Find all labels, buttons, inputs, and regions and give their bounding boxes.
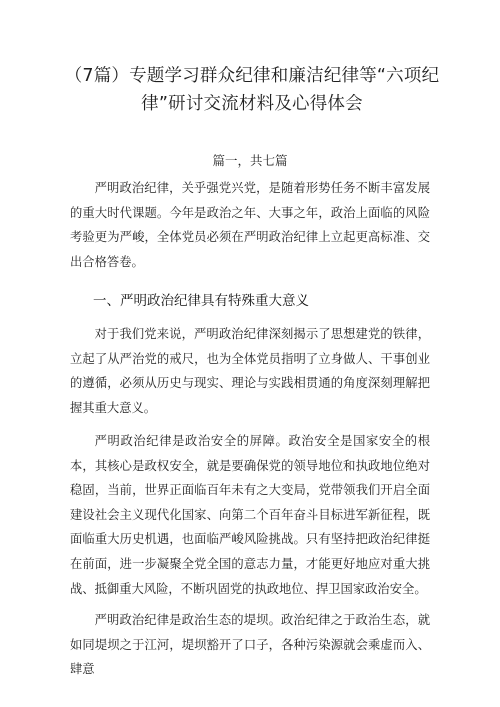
document-title: （7篇）专题学习群众纪律和廉洁纪律等“六项纪律”研讨交流材料及心得体会 <box>64 66 440 114</box>
section-label: 篇一，共七篇 <box>212 153 288 168</box>
paragraph-significance: 对于我们党来说，严明政治纪律深刻揭示了思想建党的铁律，立起了从严治党的戒尺，也为全体党员指明了立身做人、干事创业的遵循，必须从历史与现实、理论与实践相贯通的角度深刻理解把握其重大意义。 <box>70 327 430 415</box>
paragraph-intro: 严明政治纪律，关乎强党兴党，是随着形势任务不断丰富发展的重大时代课题。今年是政治之年、大事之年，政治上面临的风险考验更为严峻，全体党员必须在严明政治纪律上立起更高标准、交出合格答卷。 <box>70 181 430 269</box>
paragraph-political-ecology: 严明政治纪律是政治生态的堤坝。政治纪律之于政治生态，就如同堤坝之于江河，堤坝豁开了口子，各种污染源就会乘虚而入、肆意 <box>70 613 430 677</box>
paragraph-political-security: 严明政治纪律是政治安全的屏障。政治安全是国家安全的根本，其核心是政权安全，就是要确保党的领导地位和执政地位绝对稳固，当前，世界正面临百年未有之大变局，党带领我们开启全面建设社会主义现代化国家、向第二个百年奋斗目标进军新征程，既面临重大历史机遇，也面临严峻风险挑战。只有坚持把政治纪律挺在前面，进一步凝聚全党全国的意志力量，才能更好地应对重大挑战、抵御重大风险，不断巩固党的执政地位、捍卫国家政治安全。 <box>70 434 430 596</box>
section-heading: 一、严明政治纪律具有特殊重大意义 <box>93 293 309 309</box>
